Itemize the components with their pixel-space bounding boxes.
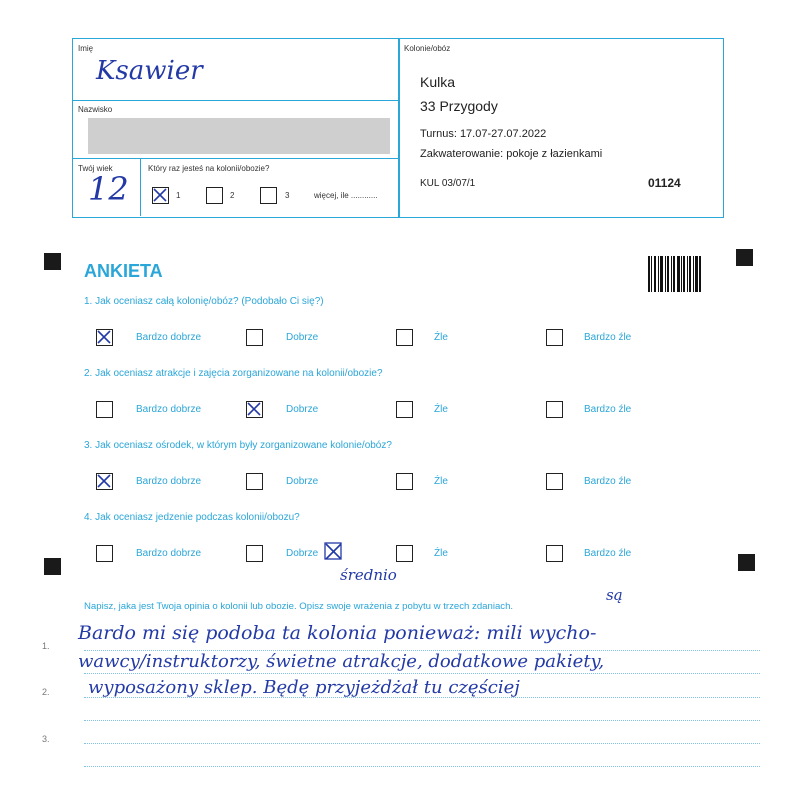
q3-option-1-label: Bardzo dobrze xyxy=(136,476,202,487)
handwriting-line-2: wawcy/instruktorzy, świetne atrakcje, dodatkowe pakiety, xyxy=(78,651,605,672)
check-x-icon xyxy=(153,188,167,202)
line-number-1: 1. xyxy=(42,641,50,651)
visit-1-checkbox[interactable] xyxy=(152,187,169,204)
imie-value: Ksawier xyxy=(96,56,203,86)
q4-option-3-checkbox[interactable] xyxy=(396,545,413,562)
survey-title: ANKIETA xyxy=(84,261,163,281)
nazwisko-label: Nazwisko xyxy=(78,105,113,114)
visit-2-checkbox[interactable] xyxy=(206,187,223,204)
kolonia-name: Kulka xyxy=(420,74,456,90)
form-code: KUL 03/07/1 xyxy=(420,178,476,189)
q2-option-2-label: Dobrze xyxy=(286,404,319,415)
q4-option-2-checkbox[interactable] xyxy=(246,545,263,562)
nazwisko-redacted xyxy=(88,118,390,154)
q1-option-4-label: Bardzo źle xyxy=(584,332,632,343)
visit-3-checkbox[interactable] xyxy=(260,187,277,204)
q3-option-3-checkbox[interactable] xyxy=(396,473,413,490)
question-3-text: 3. Jak oceniasz ośrodek, w którym były zorganizowane kolonie/obóz? xyxy=(84,440,392,451)
visit-3-label: 3 xyxy=(285,191,290,200)
q1-option-2-checkbox[interactable] xyxy=(246,329,263,346)
wiecej-label: więcej, ile ............ xyxy=(314,191,378,200)
q4-handwritten-x xyxy=(324,542,344,567)
header-divider-3 xyxy=(140,158,141,216)
answer-line-6[interactable] xyxy=(84,766,760,767)
header-divider-1 xyxy=(72,100,398,101)
q4-option-4-label: Bardzo źle xyxy=(584,548,632,559)
q1-option-1-checkbox[interactable] xyxy=(96,329,113,346)
line-number-2: 2. xyxy=(42,687,50,697)
q3-option-2-label: Dobrze xyxy=(286,476,319,487)
kolonia-program: 33 Przygody xyxy=(420,98,498,114)
q4-option-1-checkbox[interactable] xyxy=(96,545,113,562)
opinion-prompt: Napisz, jaka jest Twoja opinia o kolonii lub obozie. Opisz swoje wrażenia z pobytu w trzech zdaniach. xyxy=(84,601,514,612)
form-number: 01124 xyxy=(648,176,681,190)
q3-option-4-label: Bardzo źle xyxy=(584,476,632,487)
q2-option-4-checkbox[interactable] xyxy=(546,401,563,418)
check-x-icon xyxy=(247,402,261,416)
handwriting-line-3: wyposażony sklep. Będę przyjeżdżał tu częściej xyxy=(88,677,520,698)
ktory-raz-label: Który raz jesteś na kolonii/obozie? xyxy=(148,164,270,173)
visit-2-label: 2 xyxy=(230,191,235,200)
q3-option-1-checkbox[interactable] xyxy=(96,473,113,490)
answer-line-5[interactable] xyxy=(84,743,760,744)
check-x-icon xyxy=(324,542,344,562)
q4-handwritten-note: średnio xyxy=(340,566,397,584)
line-number-3: 3. xyxy=(42,734,50,744)
wiek-value: 12 xyxy=(88,170,129,208)
answer-line-4[interactable] xyxy=(84,720,760,721)
q1-option-3-checkbox[interactable] xyxy=(396,329,413,346)
q3-option-4-checkbox[interactable] xyxy=(546,473,563,490)
turnus: Turnus: 17.07-27.07.2022 xyxy=(420,128,547,140)
registration-mark-top-left xyxy=(44,253,61,270)
handwriting-line-1: Bardo mi się podoba ta kolonia ponieważ: mili wycho- xyxy=(78,622,597,644)
q2-option-2-checkbox[interactable] xyxy=(246,401,263,418)
q2-option-1-label: Bardzo dobrze xyxy=(136,404,202,415)
header-divider-2 xyxy=(72,158,398,159)
registration-mark-top-right xyxy=(736,249,753,266)
q4-option-1-label: Bardzo dobrze xyxy=(136,548,202,559)
q1-option-4-checkbox[interactable] xyxy=(546,329,563,346)
q1-option-2-label: Dobrze xyxy=(286,332,319,343)
handwriting-sa: są xyxy=(606,586,623,604)
question-4-text: 4. Jak oceniasz jedzenie podczas kolonii/obozu? xyxy=(84,512,300,523)
question-2-text: 2. Jak oceniasz atrakcje i zajęcia zorganizowane na kolonii/obozie? xyxy=(84,368,383,379)
imie-label: Imię xyxy=(78,44,94,53)
visit-1-label: 1 xyxy=(176,191,181,200)
barcode xyxy=(648,256,702,292)
check-x-icon xyxy=(97,330,111,344)
q1-option-1-label: Bardzo dobrze xyxy=(136,332,202,343)
check-x-icon xyxy=(97,474,111,488)
registration-mark-mid-right xyxy=(738,554,755,571)
q2-option-3-label: Źle xyxy=(434,404,448,415)
q3-option-3-label: Źle xyxy=(434,476,448,487)
q4-option-4-checkbox[interactable] xyxy=(546,545,563,562)
wiek-label: Twój wiek xyxy=(78,164,113,173)
q1-option-3-label: Źle xyxy=(434,332,448,343)
q4-option-2-label: Dobrze xyxy=(286,548,319,559)
q2-option-1-checkbox[interactable] xyxy=(96,401,113,418)
kolonia-label: Kolonie/obóz xyxy=(404,44,451,53)
q2-option-3-checkbox[interactable] xyxy=(396,401,413,418)
zakwaterowanie: Zakwaterowanie: pokoje z łazienkami xyxy=(420,148,603,160)
q3-option-2-checkbox[interactable] xyxy=(246,473,263,490)
q2-option-4-label: Bardzo źle xyxy=(584,404,632,415)
question-1-text: 1. Jak oceniasz całą kolonię/obóz? (Podobało Ci się?) xyxy=(84,296,324,307)
q4-option-3-label: Źle xyxy=(434,548,448,559)
answer-line-2[interactable] xyxy=(84,673,760,674)
registration-mark-mid-left xyxy=(44,558,61,575)
